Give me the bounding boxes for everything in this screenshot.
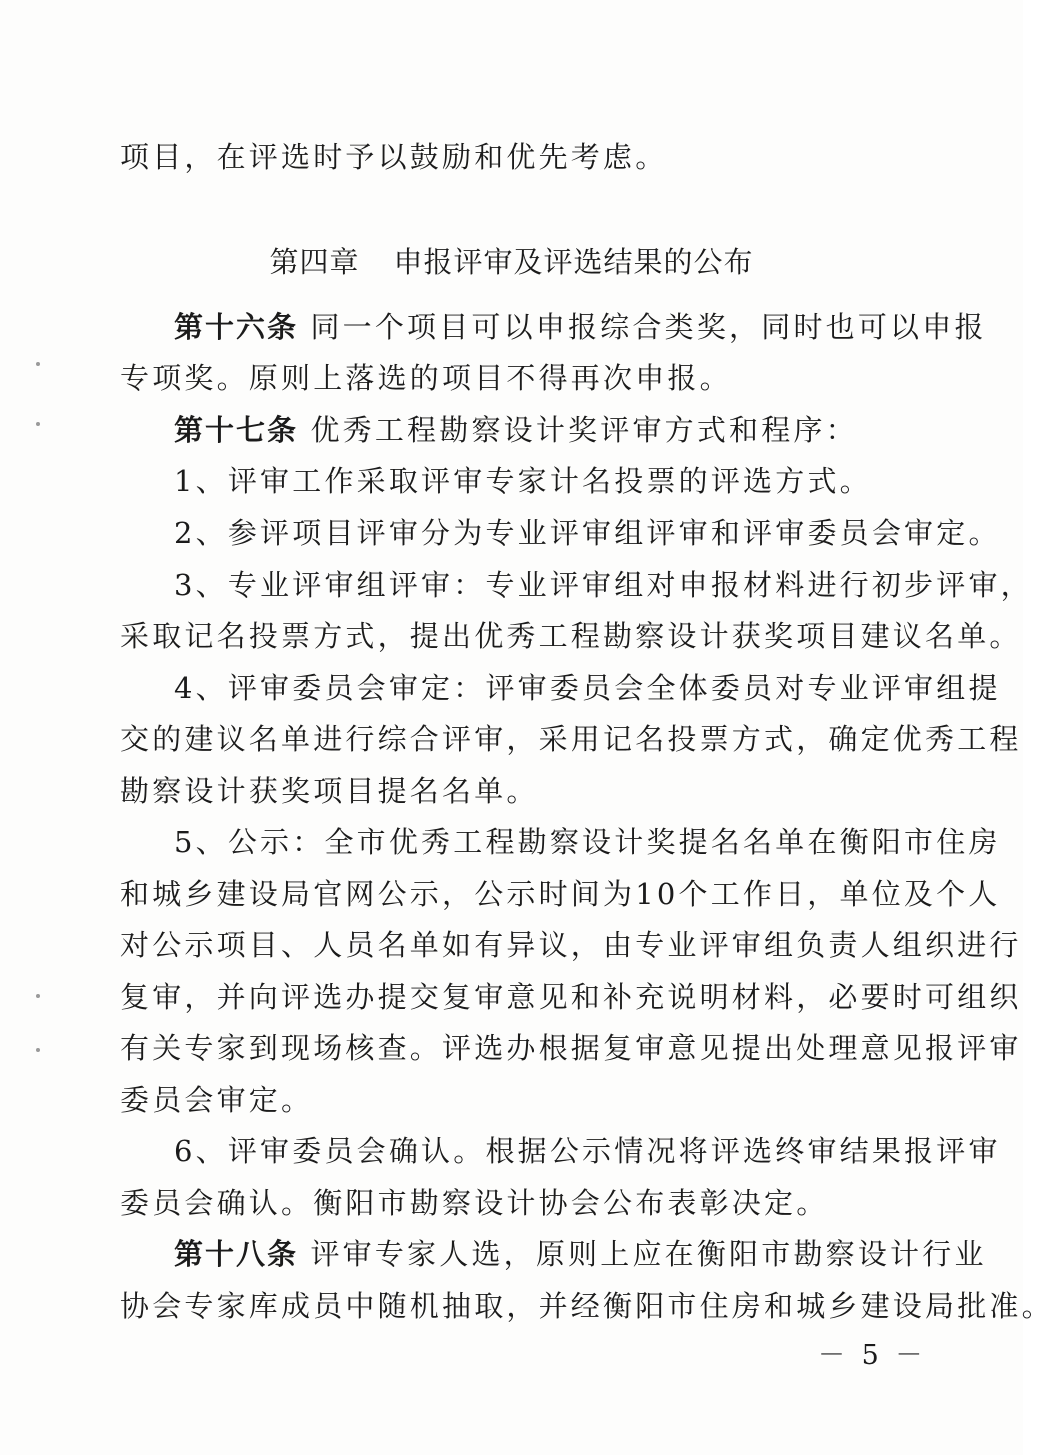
chapter-title: 申报评审及评选结果的公布 xyxy=(393,245,754,279)
article-16-label: 第十六条 xyxy=(174,310,299,344)
article-18-label: 第十八条 xyxy=(174,1237,299,1271)
paragraph-text: 同一个项目可以申报综合类奖，同时也可以申报 xyxy=(310,310,987,344)
text-line xyxy=(174,1131,1001,1171)
chapter-number: 第四章 xyxy=(269,245,360,279)
text-line xyxy=(120,358,890,398)
text-line xyxy=(174,822,1001,862)
article-16-line xyxy=(174,307,987,347)
paragraph-text: 委员会确认。衡阳市勘察设计协会公布表彰决定。 xyxy=(120,1186,829,1220)
text-line xyxy=(174,461,890,501)
paragraph-text: 交的建议名单进行综合评审，采用记名投票方式，确定优秀工程 xyxy=(120,722,1022,756)
paragraph-text: 协会专家库成员中随机抽取，并经衡阳市住房和城乡建设局批准。 xyxy=(120,1289,1054,1323)
paragraph-text: 专项奖。原则上落选的项目不得再次申报。 xyxy=(120,361,732,395)
text-line xyxy=(120,771,890,811)
text-line xyxy=(120,137,890,177)
page-number: － 5 － xyxy=(818,1340,927,1371)
scan-speck xyxy=(36,994,40,998)
article-17-label: 第十七条 xyxy=(174,413,299,447)
scan-speck xyxy=(36,362,40,366)
paragraph-text: 对公示项目、人员名单如有异议，由专业评审组负责人组织进行 xyxy=(120,928,1022,962)
text-line xyxy=(120,925,1022,965)
paragraph-text: 评审专家人选，原则上应在衡阳市勘察设计行业 xyxy=(310,1237,987,1271)
article-17-line xyxy=(174,410,890,450)
text-line xyxy=(120,616,1022,656)
text-line xyxy=(120,719,1022,759)
text-line xyxy=(120,874,1001,914)
text-line xyxy=(120,1028,1022,1068)
paragraph-text: 1、评审工作采取评审专家计名投票的评选方式。 xyxy=(174,464,872,498)
text-line xyxy=(120,977,1022,1017)
paragraph-text: 4、评审委员会审定：评审委员会全体委员对专业评审组提 xyxy=(174,671,1001,705)
paragraph-text: 委员会审定。 xyxy=(120,1083,314,1117)
text-line xyxy=(174,513,1001,553)
paragraph-text: 和城乡建设局官网公示，公示时间为10个工作日，单位及个人 xyxy=(120,877,1001,911)
paragraph-text: 复审，并向评选办提交复审意见和补充说明材料，必要时可组织 xyxy=(120,980,1022,1014)
scan-speck xyxy=(36,422,40,426)
paragraph-text: 项目，在评选时予以鼓励和优先考虑。 xyxy=(120,140,668,174)
paragraph-text: 5、公示：全市优秀工程勘察设计奖提名名单在衡阳市住房 xyxy=(174,825,1001,859)
paragraph-text: 采取记名投票方式，提出优秀工程勘察设计获奖项目建议名单。 xyxy=(120,619,1022,653)
scan-speck xyxy=(36,1048,40,1052)
text-line xyxy=(174,668,1001,708)
paragraph-text: 优秀工程勘察设计奖评审方式和程序： xyxy=(310,413,858,447)
paragraph-text: 3、专业评审组评审：专业评审组对申报材料进行初步评审， xyxy=(174,568,1033,602)
chapter-heading xyxy=(0,242,1023,282)
text-line xyxy=(174,565,1033,605)
paragraph-text: 2、参评项目评审分为专业评审组评审和评审委员会审定。 xyxy=(174,516,1001,550)
paragraph-text: 6、评审委员会确认。根据公示情况将评选终审结果报评审 xyxy=(174,1134,1001,1168)
article-18-line xyxy=(174,1234,987,1274)
paragraph-text: 有关专家到现场核查。评选办根据复审意见提出处理意见报评审 xyxy=(120,1031,1022,1065)
text-line xyxy=(120,1183,890,1223)
text-line xyxy=(120,1286,1054,1326)
text-line xyxy=(120,1080,890,1120)
paragraph-text: 勘察设计获奖项目提名名单。 xyxy=(120,774,539,808)
